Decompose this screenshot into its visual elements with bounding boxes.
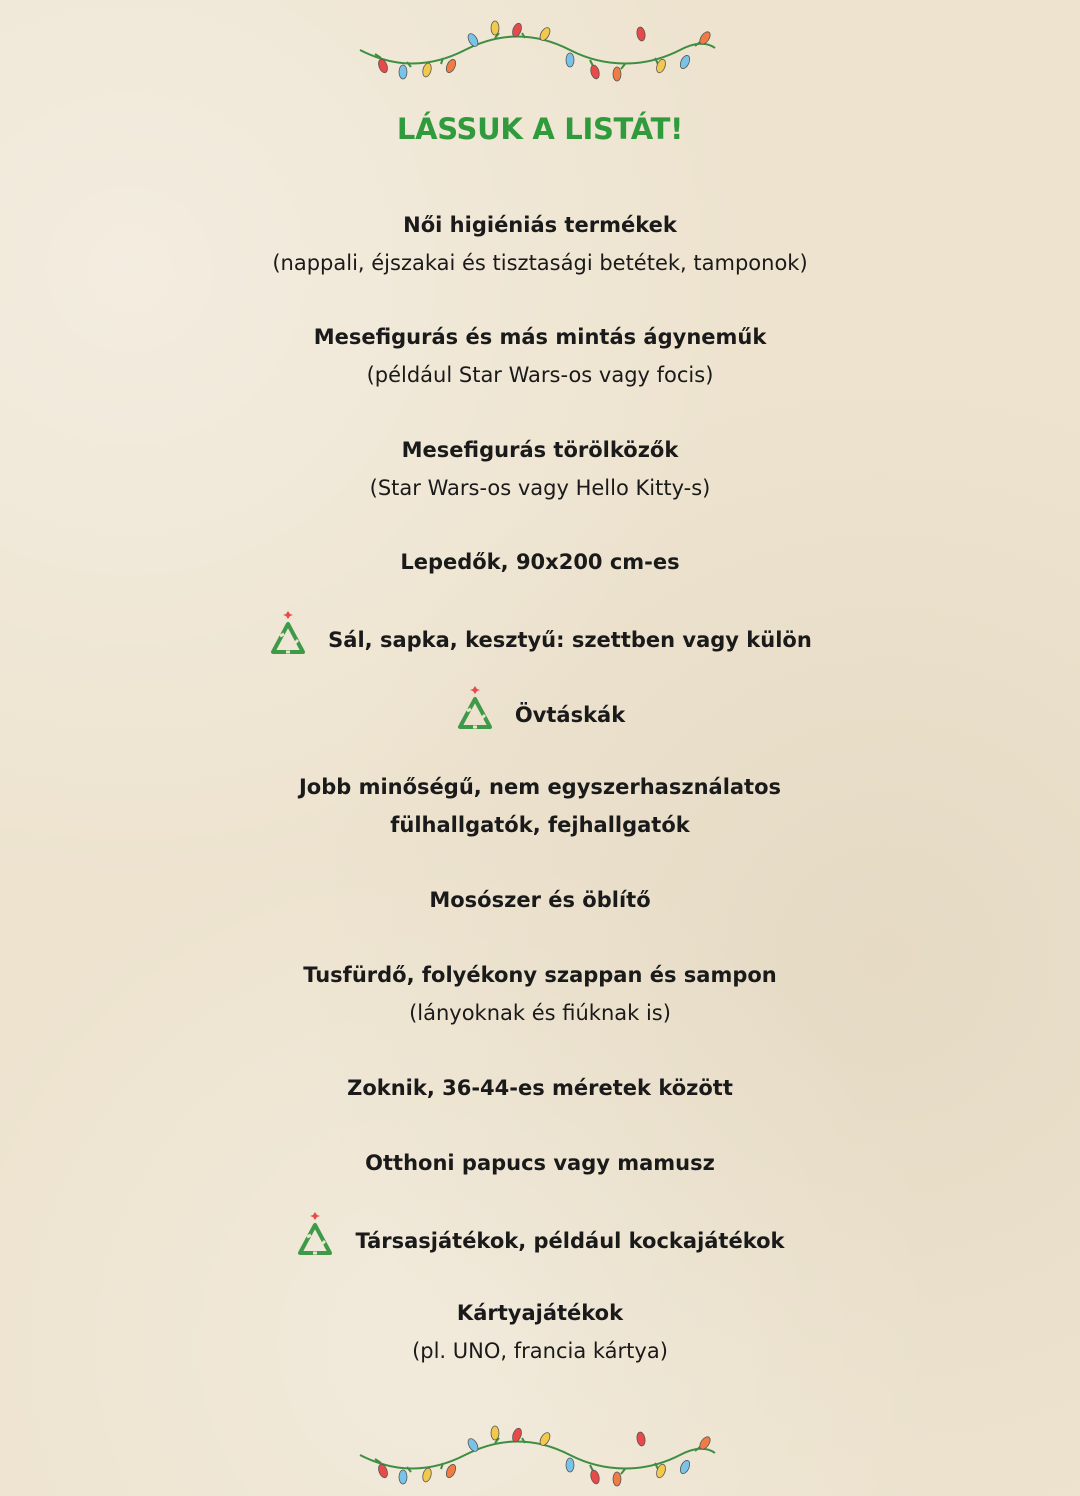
list-item-bedsheets: [0, 543, 1080, 581]
list-item-subtitle: (lányoknak és fiúknak is): [409, 1001, 671, 1025]
list-item-subtitle: (pl. UNO, francia kártya): [412, 1339, 668, 1363]
list-item-title: Tusfürdő, folyékony szappan és sampon: [303, 963, 777, 987]
list-item-title: Mosószer és öblítő: [429, 888, 651, 912]
list-item-subtitle: (Star Wars-os vagy Hello Kitty-s): [369, 476, 711, 500]
list-item-title: Társasjátékok, például kockajátékok: [355, 1229, 785, 1253]
list-item-title: Mesefigurás és más mintás ágyneműk: [313, 325, 767, 349]
list-item-title-line2: fülhallgatók, fejhallgatók: [390, 813, 690, 837]
list-item-title: Lepedők, 90x200 cm-es: [400, 550, 680, 574]
list-item-shower-gel: [0, 956, 1080, 1032]
list-item-title: Övtáskák: [514, 703, 626, 727]
recycle-tree-icon: [295, 1211, 335, 1259]
list-item-subtitle: (például Star Wars-os vagy focis): [366, 363, 714, 387]
list-item-board-games: [0, 1217, 1080, 1279]
list-item-slippers: [0, 1144, 1080, 1182]
list-item-title: Otthoni papucs vagy mamusz: [365, 1151, 715, 1175]
list-item-card-games: [0, 1294, 1080, 1370]
list-item-towels: [0, 431, 1080, 507]
list-item-title: Kártyajátékok: [456, 1301, 624, 1325]
list-item-title: Mesefigurás törölközők: [401, 438, 679, 462]
list-item-detergent: [0, 881, 1080, 919]
string-lights-garland-bottom: [355, 1425, 720, 1495]
list-item-headphones: [0, 768, 1080, 844]
list-item-subtitle: (nappali, éjszakai és tisztasági betétek, tamponok): [272, 251, 808, 275]
page-title: LÁSSUK A LISTÁT!: [396, 112, 684, 146]
recycle-tree-icon: [268, 610, 308, 658]
list-item-feminine-hygiene: [0, 206, 1080, 282]
list-item-belt-bags: [0, 691, 1080, 753]
list-item-scarf-hat-gloves: [0, 616, 1080, 678]
list-item-bedding: [0, 318, 1080, 394]
list-item-title: Jobb minőségű, nem egyszerhasználatos: [298, 775, 782, 799]
list-item-title: Sál, sapka, kesztyű: szettben vagy külön: [328, 628, 812, 652]
list-item-socks: [0, 1069, 1080, 1107]
recycle-tree-icon: [455, 685, 495, 733]
list-item-title: Női higiéniás termékek: [403, 213, 677, 237]
list-item-title: Zoknik, 36-44-es méretek között: [347, 1076, 733, 1100]
string-lights-garland-top: [355, 20, 720, 90]
